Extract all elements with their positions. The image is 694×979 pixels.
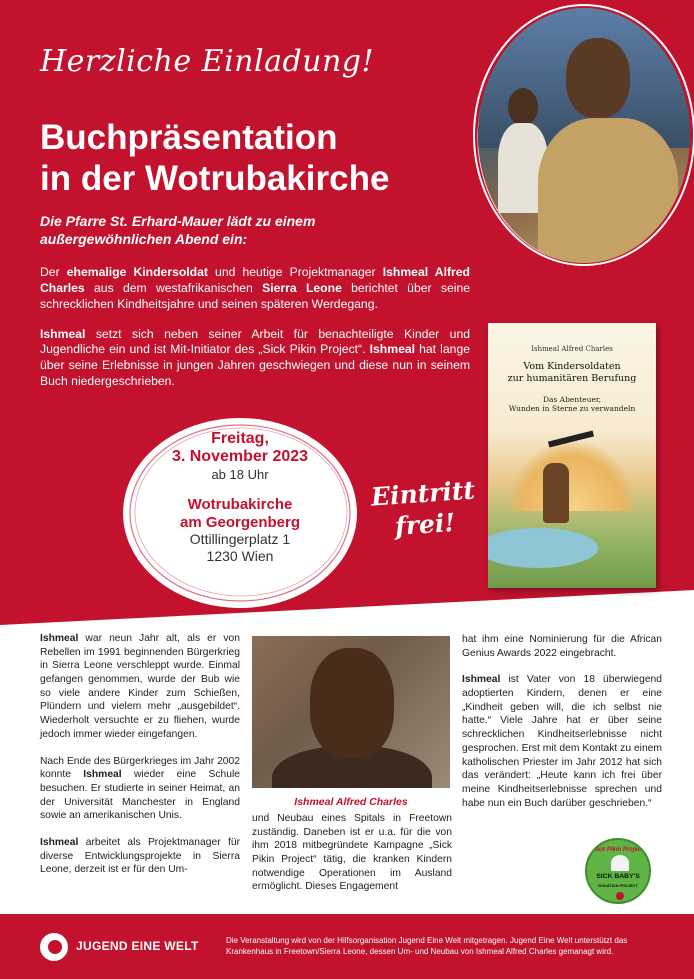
book-cover-sunset xyxy=(508,441,636,511)
event-date: 3. November 2023 xyxy=(171,448,309,466)
invitation-heading: Herzliche Einladung! xyxy=(40,44,375,79)
badge-low-text: DONATION PROJECT xyxy=(598,884,638,888)
title-line-1: Buchpräsentation xyxy=(40,118,338,157)
article-column-2 xyxy=(252,812,452,894)
book-cover-river xyxy=(488,528,598,568)
badge-top-text: Sick Pikin Project xyxy=(592,847,644,853)
ishmeal-photo xyxy=(252,636,450,788)
event-day: Freitag, xyxy=(211,430,269,447)
admission-free-label: Eintritt frei! xyxy=(370,475,476,542)
photo-caption: Ishmeal Alfred Charles xyxy=(294,796,408,808)
intro-text xyxy=(40,265,470,390)
event-street: Ottillingerplatz 1 xyxy=(189,530,291,547)
footer xyxy=(0,914,694,979)
event-time: ab 18 Uhr xyxy=(211,466,269,482)
event-city: 1230 Wien xyxy=(206,547,274,564)
heart-icon xyxy=(616,892,624,900)
portrait-photo xyxy=(478,8,690,263)
badge-main-text: SICK BABY'S xyxy=(596,873,640,880)
intro-paragraph-2: Ishmeal setzt sich neben seiner Arbeit für benachteiligte Kinder und Jugendliche ein und ist Mit-Initiator des „Sick Pikin Project“. Ishmeal hat lange über seine Erlebnisse in jungen Jahren geschwiegen und diese nun in seinem Buch niedergeschrieben. xyxy=(40,326,470,389)
book-cover xyxy=(488,323,656,588)
column3-paragraph-1: hat ihm eine Nominierung für die African Genius Awards 2022 eingebracht. xyxy=(462,634,662,659)
intro-paragraph-1: Der ehemalige Kindersoldat und heutige Projektmanager Ishmeal Alfred Charles aus dem westafrikanischen Sierra Leone berichtet über seine schrecklichen Kindheitsjahre und seinen späteren Werdegang. xyxy=(40,265,470,311)
footer-logo-text: JUGEND EINE WELT xyxy=(76,939,199,953)
column2-paragraph-1: und Neubau eines Spitals in Freetown zuständig. Daneben ist er u.a. für die von ihm 2018 mitbegründete Kampagne „Sick Pikin Project“ tätig, die kranken Kindern notwendige Operationen im Ausland ermöglicht. Dieses Engagement xyxy=(252,813,452,893)
sick-pikin-project-badge xyxy=(585,838,651,904)
footer-note: Die Veranstaltung wird von der Hilfsorganisation Jugend Eine Welt mitgetragen. Jugend Eine Welt unterstützt das Krankenhaus in Freetown/Sierra Leone, dessen Um- und Neubau von Ishmeal Alfred Charles gemanagt wird. xyxy=(226,936,628,956)
column1-paragraph-3: Ishmeal arbeitet als Projektmanager für diverse Entwicklungsprojekte in Sierra Leone, derzeit ist er für den Um- xyxy=(40,836,240,876)
baby-icon xyxy=(611,855,629,871)
book-subtitle: Das Abenteuer, Wunden in Sterne zu verwandeln xyxy=(508,395,636,414)
column1-paragraph-1: Ishmeal war neun Jahr alt, als er von Rebellen im 1991 beginnenden Bürgerkrieg in Sierra Leone verschleppt wurde. Einmal gefangen genommen, wurde der Bub wie so viele andere Kinder zum Schießen, Plündern und vielem mehr „ausgebildet“. Wiederholt versuchte er zu fliehen, wurde jedoch immer wieder eingefangen. xyxy=(40,633,240,740)
book-cover-boy-figure xyxy=(543,463,569,523)
subtitle: Die Pfarre St. Erhard-Mauer lädt zu einem außergewöhnlichen Abend ein: xyxy=(40,213,316,248)
page-title xyxy=(40,118,480,200)
event-details xyxy=(110,430,370,565)
column3-paragraph-2: Ishmeal ist Vater von 18 überwiegend adoptierten Kindern, denen er eine „Kindheit geben will, die ich selbst nie hatte.“ Viele Jahre hat er über seine schrecklichen Kindheitserlebnisse nicht gesprochen. Erst mit dem Kontakt zu einem katholischen Priester im Jahr 2012 hat sich das verändert: „Heute kann ich frei über meine Kindheitserlebnisse sprechen und habe nun ein Buch darüber geschrieben.“ xyxy=(462,674,662,809)
article-column-3 xyxy=(462,633,662,810)
jugend-eine-welt-logo-icon xyxy=(40,933,68,961)
title-line-2: in der Wotrubakirche xyxy=(40,158,390,198)
book-author: Ishmeal Alfred Charles xyxy=(531,345,613,353)
article-column-1 xyxy=(40,632,240,877)
event-venue-line-2: am Georgenberg xyxy=(179,513,301,531)
column1-paragraph-2: Nach Ende des Bürgerkrieges im Jahr 2002 konnte Ishmeal wieder eine Schule besuchen. Er studierte in seiner Heimat, an der Universität Manchester in England sowie an amerikanischen Unis. xyxy=(40,755,240,822)
event-venue: Wotrubakirche xyxy=(187,495,293,513)
book-title: Vom Kindersoldaten zur humanitären Berufung xyxy=(507,361,637,384)
